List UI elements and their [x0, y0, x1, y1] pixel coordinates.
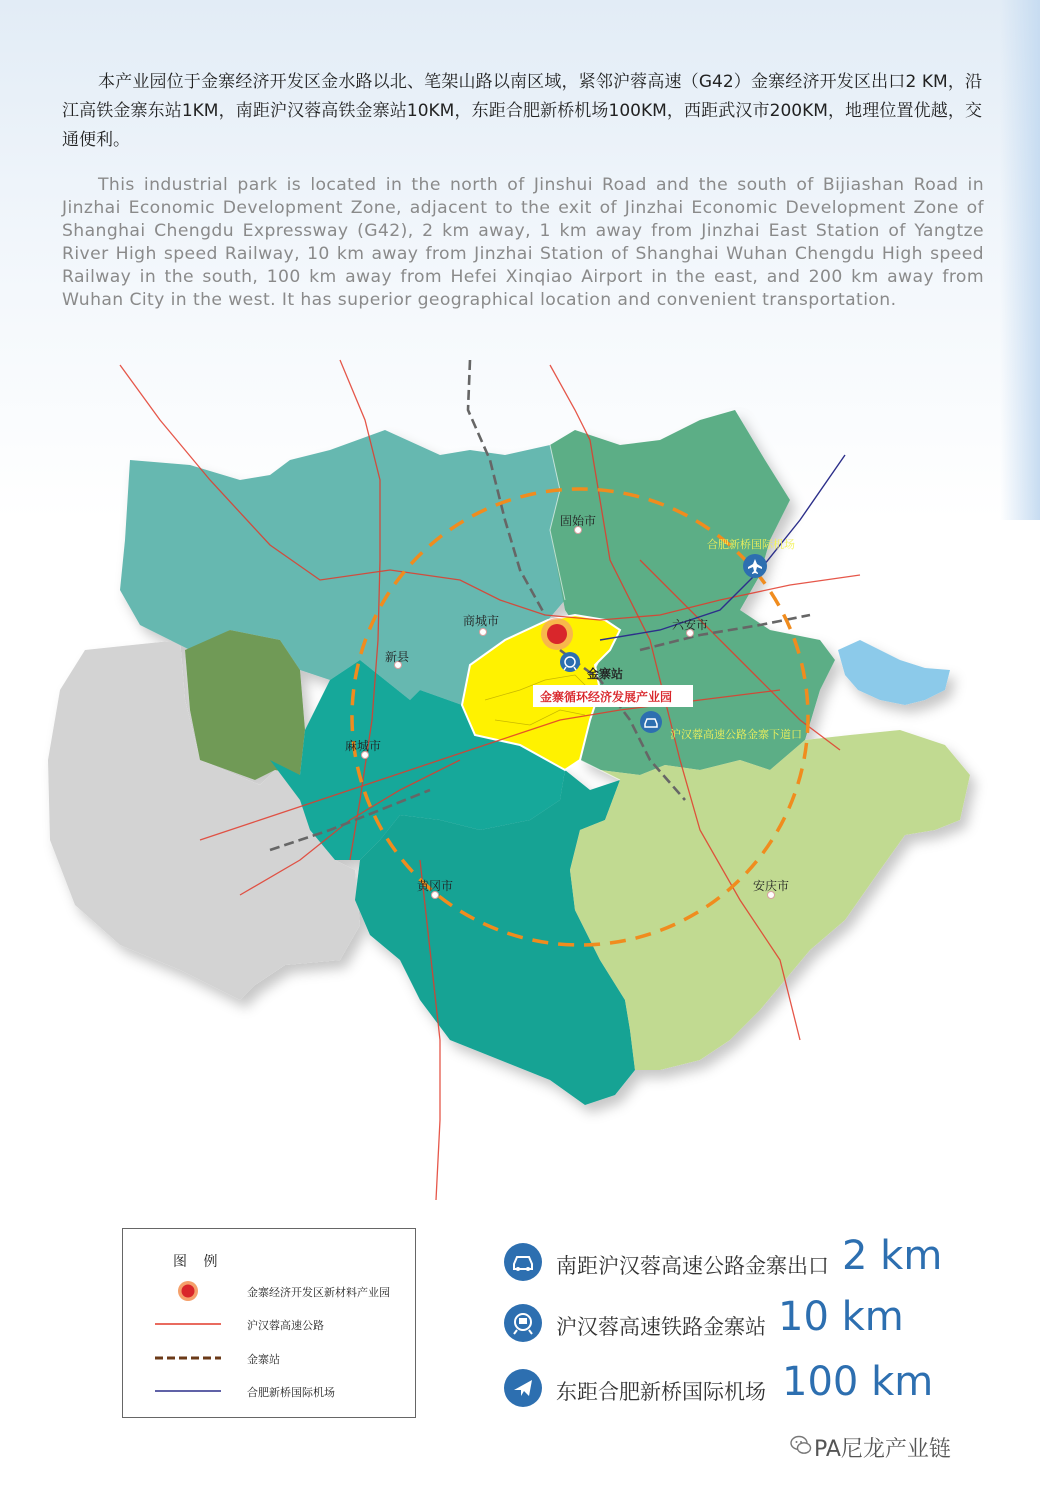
station-label: 金寨站 [587, 667, 624, 681]
legend-label: 合肥新桥国际机场 [247, 1386, 335, 1399]
city-dot [480, 629, 487, 636]
dashed-line-icon [155, 1348, 221, 1368]
distance-stats [500, 1225, 1000, 1415]
train-icon [504, 1304, 542, 1342]
legend-item-park [155, 1281, 415, 1301]
map-regions [48, 410, 970, 1105]
intro-chinese-paragraph: 本产业园位于金寨经济开发区金水路以北、笔架山路以南区域，紧邻沪蓉高速（G42）金寨经济开发区出口2 KM，沿江高铁金寨东站1KM，南距沪汉蓉高铁金寨站10KM，东距合肥新桥机场100KM，西距武汉市200KM，地理位置优越，交通便利。 [62, 72, 982, 150]
region-southeast [570, 730, 970, 1070]
city-label-huanggang: 黄冈市 [417, 879, 454, 893]
park-marker-icon [541, 618, 573, 650]
city-label-anqing: 安庆市 [753, 879, 790, 893]
city-label-shangcheng: 商城市 [463, 614, 500, 628]
stat-row-railway [500, 1294, 1000, 1354]
red-dot-icon [155, 1281, 221, 1301]
red-line-icon [155, 1314, 221, 1334]
location-map [0, 340, 1040, 1210]
intro-english-paragraph: This industrial park is located in the north of Jinshui Road and the south of Bijiashan Road in Jinzhai Economic Development Zone, adjacent to the exit of Jinzhai Economic Development Zone of Shanghai Chengdu Expressway (G42), 2 km away, 1 km away from Jinzhai East Station of Yangtze River High speed Railway, 10 km away from Jinzhai Station of Shanghai Wuhan Chengdu High speed Railway in the south, 100 km away from Hefei Xinqiao Airport in the east, and 200 km away from Wuhan City in the west. It has superior geographical location and convenient transportation. [62, 175, 984, 310]
stat-text: 南距沪汉蓉高速公路金寨出口 [556, 1254, 829, 1278]
legend-item-airport [155, 1381, 415, 1401]
stat-value: 10 km [778, 1294, 904, 1340]
city-label-xinxian: 新县 [385, 650, 410, 664]
legend-label: 沪汉蓉高速公路 [247, 1319, 324, 1332]
wechat-icon [790, 1434, 812, 1456]
region-west [185, 630, 305, 780]
region-northeast [550, 410, 835, 775]
city-label-macheng: 麻城市 [345, 739, 382, 753]
airplane-icon [743, 554, 767, 578]
park-label: 金寨循环经济发展产业园 [540, 690, 673, 704]
watermark-text: PA尼龙产业链 [814, 1437, 951, 1462]
stat-row-airport [500, 1359, 1000, 1419]
stat-text: 东距合肥新桥国际机场 [556, 1380, 766, 1404]
legend-item-station [155, 1348, 415, 1368]
map-legend [122, 1228, 416, 1418]
stat-row-expressway [500, 1233, 1000, 1293]
stat-value: 2 km [842, 1233, 943, 1279]
exit-label: 沪汉蓉高速公路金寨下道口 [670, 728, 802, 741]
car-icon [640, 711, 662, 733]
car-icon [504, 1243, 542, 1281]
lake [838, 640, 950, 705]
airport-label: 合肥新桥国际机场 [707, 538, 795, 551]
stat-value: 100 km [782, 1359, 934, 1405]
city-label-gushi: 固始市 [560, 514, 597, 528]
navy-line-icon [155, 1381, 221, 1401]
legend-title: 图 例 [173, 1254, 224, 1270]
legend-label: 金寨经济开发区新材料产业园 [247, 1286, 390, 1299]
stat-text: 沪汉蓉高速铁路金寨站 [556, 1315, 766, 1339]
city-label-liuan: 六安市 [672, 618, 709, 632]
airplane-icon [504, 1369, 542, 1407]
legend-label: 金寨站 [247, 1353, 280, 1366]
train-icon [560, 652, 580, 672]
legend-item-expressway [155, 1314, 415, 1334]
